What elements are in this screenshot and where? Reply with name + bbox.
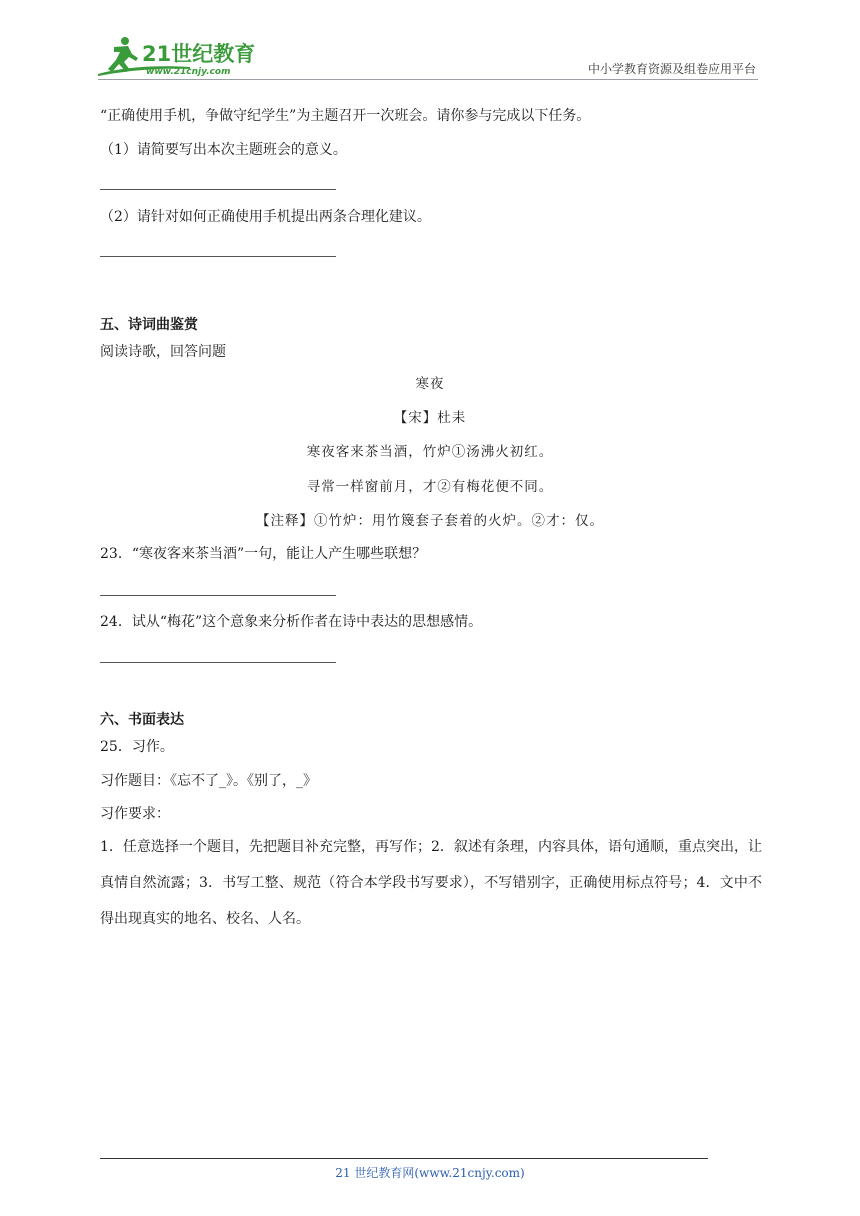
essay-requirements-label: 习作要求： bbox=[100, 806, 170, 822]
logo-url: www.21cnjy.com bbox=[146, 67, 231, 77]
question-24: 24．试从“梅花”这个意象来分析作者在诗中表达的思想感情。 bbox=[100, 614, 483, 630]
section-5-title: 五、诗词曲鉴赏 bbox=[100, 317, 198, 333]
section-5-instruction: 阅读诗歌，回答问题 bbox=[100, 344, 226, 360]
essay-requirements: 1．任意选择一个题目，先把题目补充完整，再写作；2．叙述有条理，内容具体，语句通顺，重点突出，让真情自然流露；3．书写工整、规范（符合本学段书写要求），不写错别字，正确使用标点符号；4．文中不得出现真实的地名、校名、人名。 bbox=[100, 839, 762, 927]
answer-line[interactable] bbox=[100, 189, 336, 190]
poem-note: 【注释】①竹炉：用竹篾套子套着的火炉。②才：仅。 bbox=[256, 513, 604, 529]
question-2: （2）请针对如何正确使用手机提出两条合理化建议。 bbox=[100, 209, 431, 225]
site-logo bbox=[94, 34, 264, 78]
essay-topic: 习作题目：《忘不了_》。《别了，_》 bbox=[100, 773, 317, 789]
answer-line[interactable] bbox=[100, 595, 336, 596]
answer-line[interactable] bbox=[100, 662, 336, 663]
intro-text: “正确使用手机，争做守纪学生”为主题召开一次班会。请你参与完成以下任务。 bbox=[100, 108, 591, 124]
footer-divider bbox=[100, 1158, 708, 1159]
question-23: 23．“寒夜客来茶当酒”一句，能让人产生哪些联想？ bbox=[100, 546, 427, 562]
question-1: （1）请简要写出本次主题班会的意义。 bbox=[100, 142, 347, 158]
section-6-title: 六、书面表达 bbox=[100, 712, 184, 728]
header-platform-text: 中小学教育资源及组卷应用平台 bbox=[587, 62, 756, 76]
poem-author: 【宋】杜耒 bbox=[393, 410, 467, 426]
poem-line-1: 寒夜客来茶当酒，竹炉①汤沸火初红。 bbox=[306, 444, 554, 460]
poem-line-2: 寻常一样窗前月，才②有梅花便不同。 bbox=[306, 479, 554, 495]
header-divider bbox=[98, 79, 758, 80]
question-25: 25．习作。 bbox=[100, 739, 174, 755]
poem-title: 寒夜 bbox=[415, 376, 445, 392]
answer-line[interactable] bbox=[100, 256, 336, 257]
footer-text[interactable]: 21 世纪教育网(www.21cnjy.com) bbox=[335, 1166, 525, 1180]
logo-text: 21世纪教育 bbox=[142, 42, 256, 66]
